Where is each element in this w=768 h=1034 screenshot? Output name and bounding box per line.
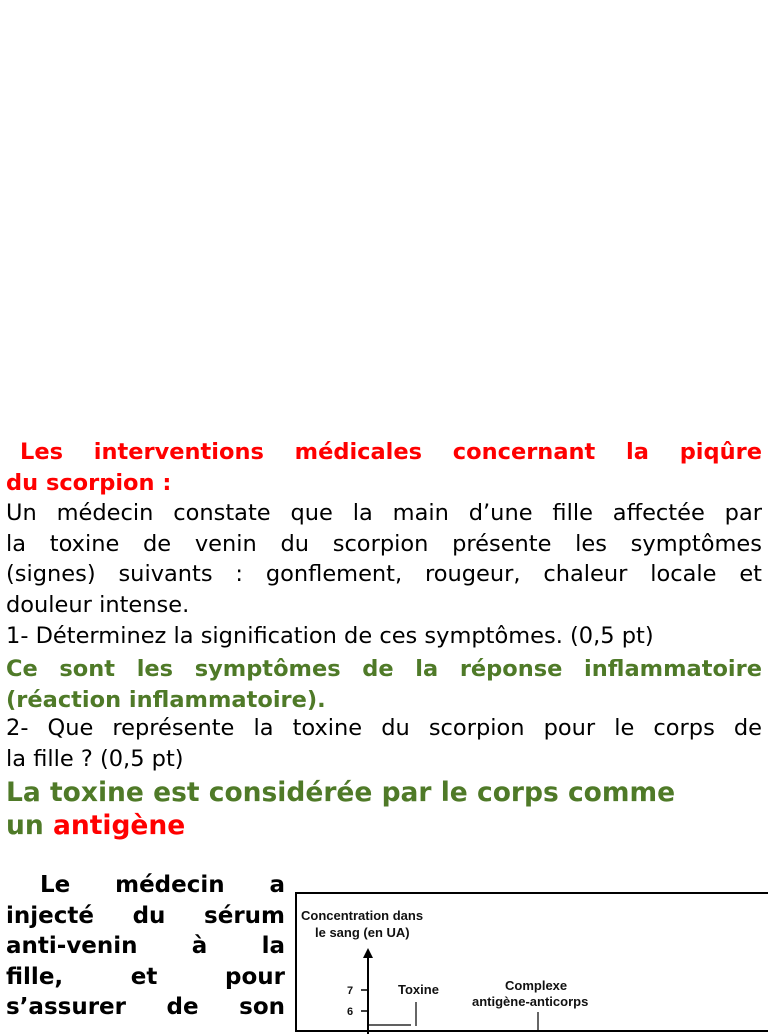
left-column-paragraph <box>6 870 285 1023</box>
answer-1 <box>6 654 762 715</box>
left-line-1: Le médecin a <box>40 872 285 898</box>
left-line-4: fille, et pour <box>6 963 285 990</box>
left-line-2: injecté du sérum <box>6 902 285 929</box>
answer-1-line-1: Ce sont les symptômes de la réponse inflammatoire <box>6 656 762 682</box>
answer-2-line-2 <box>6 809 762 842</box>
question-2 <box>6 713 762 774</box>
figure-ylabel-line-2: le sang (en UA) <box>315 925 410 940</box>
title-line-1: Les interventions médicales concernant la piqûre <box>20 439 762 465</box>
figure-y-axis-arrow-icon <box>363 948 373 958</box>
intro-line-3: (signes) suivants : gonflement, rougeur, chaleur locale et <box>6 561 762 587</box>
figure-label-complexe-2: antigène-anticorps <box>472 994 589 1009</box>
left-line-3: anti-venin à la <box>6 933 285 959</box>
question-2-line-1: 2- Que représente la toxine du scorpion pour le corps de <box>6 715 762 741</box>
title-line-2: du scorpion : <box>6 469 172 496</box>
figure-label-toxine: Toxine <box>398 982 439 997</box>
answer-2-highlight: antigène <box>52 810 186 841</box>
intro-paragraph <box>6 498 762 620</box>
figure-graphic <box>297 894 768 1034</box>
concentration-figure <box>295 892 768 1032</box>
question-2-line-2: la fille ? (0,5 pt) <box>6 745 184 772</box>
question-1-text: 1- Déterminez la signification de ces symptômes. (0,5 pt) <box>6 623 654 649</box>
answer-2-prefix: un <box>6 810 53 841</box>
left-line-5: s’assurer de son <box>6 994 285 1020</box>
question-1 <box>6 621 762 652</box>
intro-line-1: Un médecin constate que la main d’une fille affectée par <box>6 500 762 526</box>
section-title <box>6 437 762 498</box>
figure-ylabel-line-1: Concentration dans <box>301 908 424 923</box>
intro-line-2: la toxine de venin du scorpion présente les symptômes <box>6 530 762 557</box>
answer-1-line-2: (réaction inflammatoire). <box>6 686 326 713</box>
answer-2-line-1: La toxine est considérée par le corps comme <box>6 777 676 808</box>
figure-tick-7: 7 <box>347 985 354 997</box>
answer-2 <box>6 776 762 842</box>
figure-tick-6: 6 <box>347 1006 354 1018</box>
figure-label-complexe-1: Complexe <box>505 978 568 993</box>
intro-line-4: douleur intense. <box>6 591 190 618</box>
